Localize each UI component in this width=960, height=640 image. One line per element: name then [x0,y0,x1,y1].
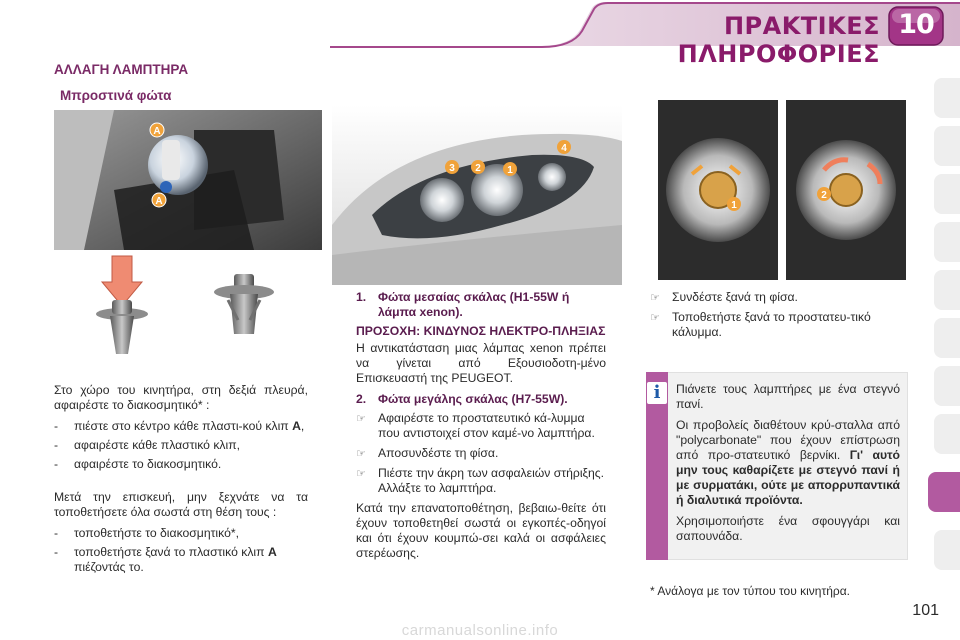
section-title: ΑΛΛΑΓΗ ΛΑΜΠΤΗΡΑ [54,62,189,77]
list-text: τοποθετήστε ξανά το πλαστικό κλιπ [74,545,268,559]
svg-text:4: 4 [561,143,567,154]
numbered-heading [356,290,606,320]
svg-text:1: 1 [507,165,513,176]
procedure-step [356,466,606,496]
list-item [54,526,308,541]
info-paragraph: Χρησιμοποιήστε ένα σφουγγάρι και σαπουνάδα. [676,514,900,543]
headlight-illustration [332,105,622,285]
list-item [54,419,308,434]
pointing-hand-icon: ☞ [650,311,660,324]
svg-text:3: 3 [449,163,455,174]
svg-text:A: A [153,126,161,137]
numbered-heading [356,392,606,407]
svg-text:A: A [155,196,163,207]
item-title: Φώτα μεσαίας σκάλας (H1-55W ή λάμπα xenon). [378,290,570,319]
callout-1 [503,162,517,176]
side-tab[interactable] [934,318,960,358]
side-tab[interactable] [934,78,960,118]
side-tab[interactable] [934,366,960,406]
page-header-title: ΠΡΑΚΤΙΚΕΣ ΠΛΗΡΟΦΟΡΙΕΣ [677,12,880,68]
list-dash: - [54,438,59,452]
callout-3 [445,160,459,174]
item-title: Φώτα μεγάλης σκάλας (H7-55W). [378,392,568,406]
side-tab[interactable] [934,126,960,166]
info-box-text [676,382,900,550]
list-text: αφαιρέστε το διακοσμητικό. [74,457,222,471]
info-paragraph: Οι προβολείς διαθέτουν κρύ-σταλλα από "polycarbonate" που έχουν επίστρωση από προ-στατευτικό βερνίκι. Γι' αυτό μην τους καθαρίζετε με στεγνό πανί ή με συρματάκι, ούτε με απορρυπαντικά ή διαλυτικά προϊόντα. [676,418,900,507]
procedure-step [650,310,910,340]
list-item [54,438,308,453]
item-number: 1. [356,290,367,304]
info-icon: i [647,382,667,404]
clip-label: A [267,545,277,559]
side-tab[interactable] [934,414,960,454]
column-left [54,383,308,579]
svg-text:2: 2 [821,190,827,201]
svg-text:2: 2 [475,163,481,174]
chapter-number: 10 [898,9,934,40]
list-text-after: , [300,419,305,433]
callout-a-top [150,123,164,137]
column-middle [356,290,606,567]
footnote: * Ανάλογα με τον τύπου του κινητήρα. [650,584,850,598]
procedure-step [356,411,606,441]
item-number: 2. [356,392,367,406]
list-dash: - [54,457,59,471]
clip-label: A [292,419,301,433]
list-dash: - [54,545,59,559]
list-item [54,545,308,575]
warning-text: Η αντικατάσταση μιας λάμπας xenon πρέπει να γίνεται από Εξουσιοδοτη-μένο Επισκευαστή της PEUGEOT. [356,341,606,385]
pointing-hand-icon: ☞ [356,447,366,460]
callout-a-bottom [152,193,166,207]
list-text: πιέστε στο κέντρο κάθε πλαστι-κού κλιπ [74,419,293,433]
procedure-step [650,290,910,305]
info-paragraph: Πιάνετε τους λαμπτήρες με ένα στεγνό πανί. [676,382,900,411]
callout-2 [471,160,485,174]
closing-paragraph: Κατά την επανατοποθέτηση, βεβαιω-θείτε ότι έχουν τοποθετηθεί σωστά οι εγκοπές-οδηγοί και ότι έχουν κουμπώ-σει καλά οι ασφάλειες στερέωσης. [356,501,606,560]
list-dash: - [54,526,59,540]
side-tab[interactable] [934,530,960,570]
page-number: 101 [912,602,939,619]
column-right [650,290,910,345]
list-text: τοποθετήστε το διακοσμητικό*, [74,526,239,540]
step-text: Συνδέστε ξανά τη φίσα. [672,290,798,304]
list-text: αφαιρέστε κάθε πλαστικό κλιπ, [74,438,241,452]
step-text: Αφαιρέστε το προστατευτικό κά-λυμμα που αντιστοιχεί στον καμέ-νο λαμπτήρα. [378,411,595,440]
pointing-hand-icon: ☞ [650,291,660,304]
step-text: Τοποθετήστε ξανά το προστατευ-τικό κάλυμμα. [672,310,871,339]
svg-text:1: 1 [731,200,737,211]
list-text-after: πιέζοντάς το. [74,560,144,574]
side-tab-active[interactable] [928,472,960,512]
watermark-text: carmanualsonline.info [401,622,559,639]
bulb-detail-illustration [658,100,906,280]
chapter-side-tabs [928,78,960,638]
callout-4 [557,140,571,154]
intro-paragraph: Στο χώρο του κινητήρα, στη δεξιά πλευρά, αφαιρέστε το διακοσμητικό* : [54,383,308,412]
pointing-hand-icon: ☞ [356,467,366,480]
side-tab[interactable] [934,270,960,310]
list-item [54,457,308,472]
callout-1 [727,197,741,211]
side-tab[interactable] [934,174,960,214]
step-text: Αποσυνδέστε τη φίσα. [378,446,499,460]
side-tab[interactable] [934,222,960,262]
warning-title: ΠΡΟΣΟΧΗ: ΚΙΝΔΥΝΟΣ ΗΛΕΚΤΡΟ-ΠΛΗΞΙΑΣ [356,324,606,338]
engine-bay-illustration [54,110,322,375]
procedure-step [356,446,606,461]
info-warning-bold: Γι' αυτό μην τους καθαρίζετε με στεγνό πανί ή με συρματάκι, ούτε με απορρυπαντικά ή διαλυτικά προϊόντα. [676,448,900,507]
pointing-hand-icon: ☞ [356,412,366,425]
step-text: Πιέστε την άκρη των ασφαλειών στήριξης. Αλλάξτε το λαμπτήρα. [378,466,605,495]
list-dash: - [54,419,59,433]
section-subtitle: Μπροστινά φώτα [60,88,172,103]
callout-2 [817,187,831,201]
after-repair-paragraph: Μετά την επισκευή, μην ξεχνάτε να τα τοποθετήσετε όλα σωστά στη θέση τους : [54,490,308,519]
